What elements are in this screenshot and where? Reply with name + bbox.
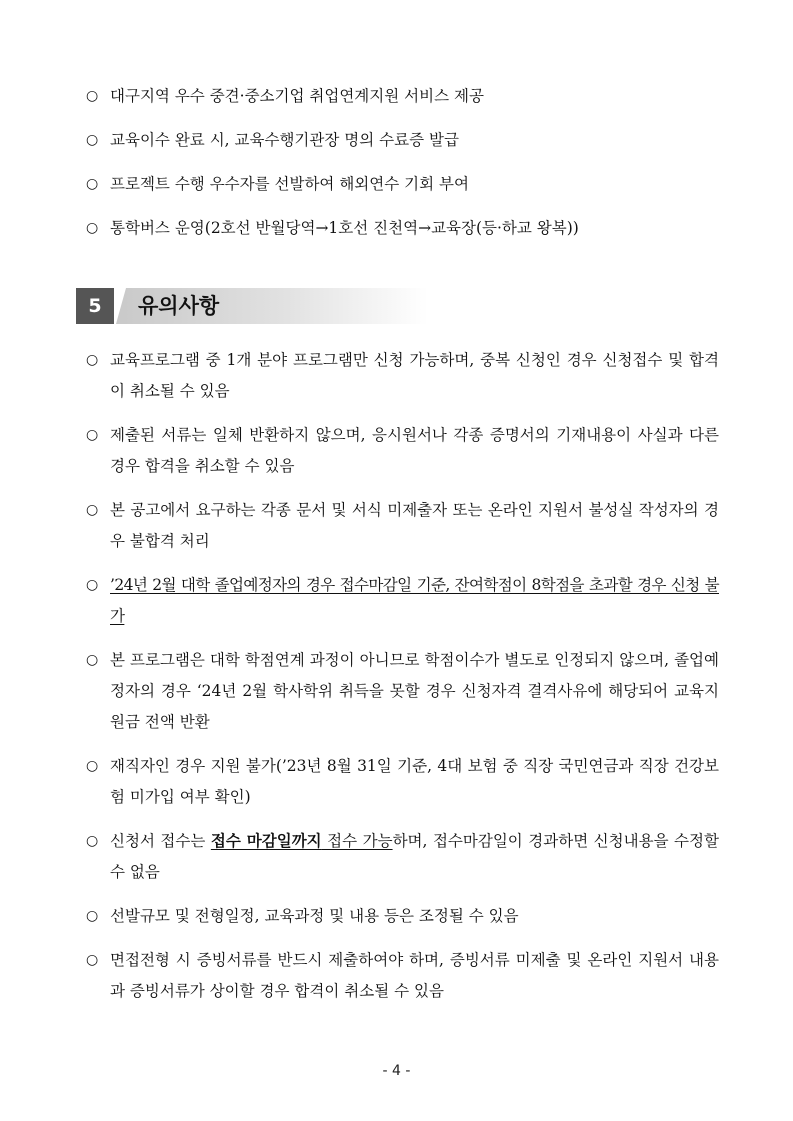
list-item [86,345,719,407]
note-text-underlined: 접수 가능 [321,832,393,850]
list-item [86,751,719,813]
list-item [86,170,726,214]
circle-bullet-icon: ○ [86,577,99,593]
circle-bullet-icon: ○ [86,427,99,443]
note-text: 선발규모 및 전형일정, 교육과정 및 내용 등은 조정될 수 있음 [110,907,519,925]
circle-bullet-icon: ○ [86,502,99,518]
benefit-text: 통학버스 운영(2호선 반월당역→1호선 진천역→교육장(등·하교 왕복)) [110,219,579,237]
list-item [86,420,719,482]
circle-bullet-icon: ○ [86,176,99,192]
circle-bullet-icon: ○ [86,833,99,849]
note-text-mixed [110,826,719,888]
note-text: 면접전형 시 증빙서류를 반드시 제출하여야 하며, 증빙서류 미제출 및 온라인 지원서 내용과 증빙서류가 상이할 경우 합격이 취소될 수 있음 [110,951,719,1000]
list-item [86,126,726,170]
section-title: 유의사항 [138,294,220,318]
benefit-text: 프로젝트 수행 우수자를 선발하여 해외연수 기회 부여 [110,175,469,193]
deadline-emphasis: 접수 마감일까지 [210,832,322,850]
circle-bullet-icon: ○ [86,908,99,924]
circle-bullet-icon: ○ [86,758,99,774]
list-item [86,945,719,1007]
circle-bullet-icon: ○ [86,952,99,968]
notes-list [86,345,719,1020]
benefit-text: 대구지역 우수 중견·중소기업 취업연계지원 서비스 제공 [110,87,484,105]
list-item [86,495,719,557]
section-number: 5 [76,288,114,324]
note-text-underlined: ’24년 2월 대학 졸업예정자의 경우 접수마감일 기준, 잔여학점이 8학점을 초과할 경우 신청 불가 [110,576,719,625]
list-item [86,901,719,932]
note-text: 제출된 서류는 일체 반환하지 않으며, 응시원서나 각종 증명서의 기재내용이 사실과 다른 경우 합격을 취소할 수 있음 [110,426,719,475]
benefit-text: 교육이수 완료 시, 교육수행기관장 명의 수료증 발급 [110,131,459,149]
circle-bullet-icon: ○ [86,88,99,104]
list-item [86,826,719,888]
note-text: 교육프로그램 중 1개 분야 프로그램만 신청 가능하며, 중복 신청인 경우 신청접수 및 합격이 취소될 수 있음 [110,351,719,400]
list-item [86,214,726,258]
page-number: - 4 - [382,1063,411,1079]
list-item [86,82,726,126]
circle-bullet-icon: ○ [86,652,99,668]
list-item [86,645,719,738]
list-item [86,570,719,632]
section-header [76,288,428,324]
note-text: 본 공고에서 요구하는 각종 문서 및 서식 미제출자 또는 온라인 지원서 불성실 작성자의 경우 불합격 처리 [110,501,719,550]
circle-bullet-icon: ○ [86,352,99,368]
benefits-list [86,82,726,258]
circle-bullet-icon: ○ [86,132,99,148]
circle-bullet-icon: ○ [86,220,99,236]
note-text-part: 하며, 접수마감일이 경과하면 신청내용을 수정할 수 없음 [110,832,719,881]
note-text: 재직자인 경우 지원 불가(’23년 8월 31일 기준, 4대 보험 중 직장 국민연금과 직장 건강보험 미가입 여부 확인) [110,757,719,806]
note-text-part: 신청서 접수는 [110,832,211,850]
note-text: 본 프로그램은 대학 학점연계 과정이 아니므로 학점이수가 별도로 인정되지 않으며, 졸업예정자의 경우 ‘24년 2월 학사학위 취득을 못할 경우 신청자격 결격사유에 해당되어 교육지원금 전액 반환 [110,651,719,731]
